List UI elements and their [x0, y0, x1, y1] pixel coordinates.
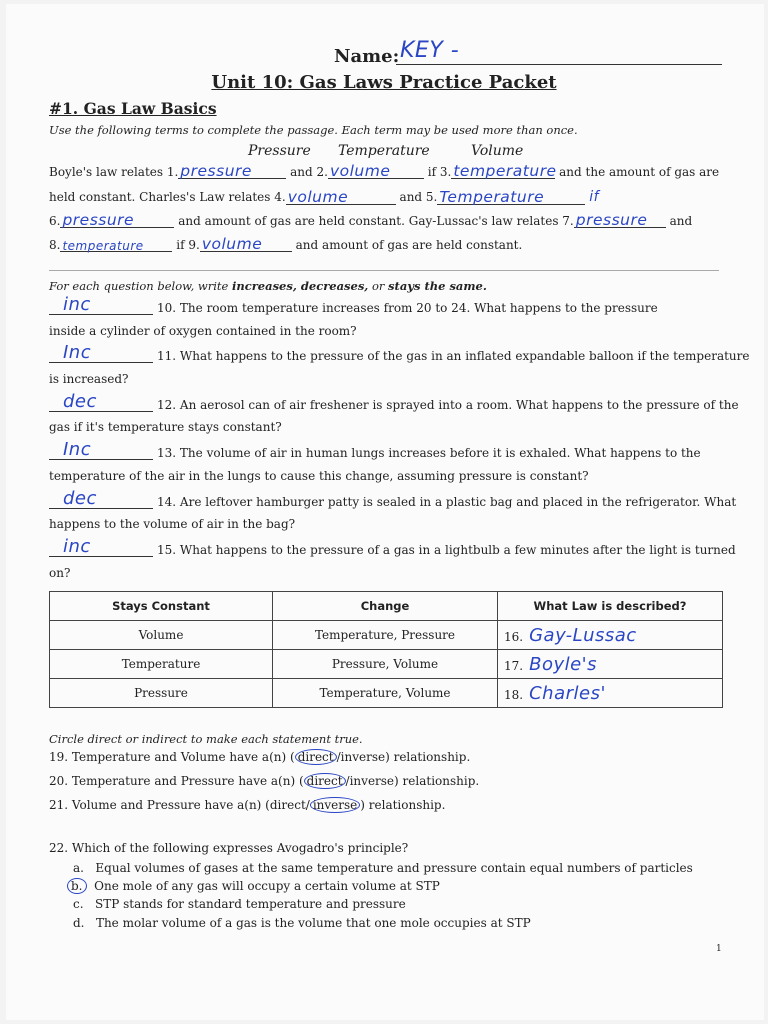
question-10-cont: inside a cylinder of oxygen contained in the room? — [49, 324, 357, 338]
answer-blank-14[interactable]: dec — [49, 493, 153, 509]
question-13: Inc 13. The volume of air in human lungs increases before it is exhaled. What happens to the — [49, 444, 701, 460]
blank-6[interactable]: pressure — [60, 213, 174, 228]
term-volume: Volume — [471, 143, 524, 159]
name-label: Name: — [334, 46, 400, 67]
blank-2[interactable]: volume — [328, 164, 424, 179]
passage-line-3: 6. pressure and amount of gas are held constant. Gay-Lussac's law relates 7. pressure and — [49, 211, 693, 229]
option-direct-circled[interactable]: direct — [304, 773, 346, 789]
cell-change: Pressure, Volume — [273, 650, 498, 679]
section-heading: #1. Gas Law Basics — [49, 99, 217, 118]
blank-1[interactable]: pressure — [178, 164, 286, 179]
header-law: What Law is described? — [498, 592, 723, 621]
blank-8[interactable]: temperature — [60, 237, 172, 252]
page-number: 1 — [716, 944, 722, 954]
cell-constant: Pressure — [50, 679, 273, 708]
passage-line-2: held constant. Charles's Law relates 4. volume and 5. Temperature if — [49, 188, 600, 206]
section2-instructions: For each question below, write increases, decreases, or stays the same. — [49, 279, 487, 293]
option-inverse[interactable]: inverse — [349, 774, 395, 788]
option-inverse[interactable]: inverse — [340, 750, 386, 764]
question-21: 21. Volume and Pressure have a(n) (direct/ inverse ) relationship. — [49, 798, 446, 812]
question-15-cont: on? — [49, 566, 71, 580]
option-d[interactable]: d. The molar volume of a gas is the volume that one mole occupies at STP — [73, 916, 531, 930]
blank-3[interactable]: temperature — [453, 162, 557, 180]
option-inverse-circled[interactable]: inverse — [310, 797, 360, 813]
cell-change: Temperature, Volume — [273, 679, 498, 708]
option-direct[interactable]: direct — [269, 798, 306, 812]
question-11-cont: is increased? — [49, 372, 129, 386]
question-12: dec 12. An aerosol can of air freshener is sprayed into a room. What happens to the pressure of the — [49, 396, 739, 412]
cell-constant: Temperature — [50, 650, 273, 679]
answer-blank-10[interactable]: inc — [49, 299, 153, 315]
handwritten-if: if — [589, 189, 600, 205]
cell-law[interactable]: 16. Gay-Lussac — [498, 621, 723, 650]
answer-blank-11[interactable]: Inc — [49, 347, 153, 363]
table-row — [50, 650, 723, 679]
question-11: Inc 11. What happens to the pressure of the gas in an inflated expandable balloon if the temperature — [49, 347, 749, 363]
question-22: 22. Which of the following expresses Avogadro's principle? — [49, 841, 409, 855]
cell-law[interactable]: 18. Charles' — [498, 679, 723, 708]
cell-law[interactable]: 17. Boyle's — [498, 650, 723, 679]
name-handwritten: KEY - — [400, 38, 460, 63]
table-row — [50, 679, 723, 708]
blank-5[interactable]: Temperature — [437, 190, 585, 205]
question-12-cont: gas if it's temperature stays constant? — [49, 420, 282, 434]
section-instructions: Use the following terms to complete the passage. Each term may be used more than once. — [49, 123, 578, 137]
page-title: Unit 10: Gas Laws Practice Packet — [211, 72, 557, 93]
term-pressure: Pressure — [248, 143, 311, 159]
blank-9[interactable]: volume — [200, 237, 292, 252]
option-b-selected[interactable]: b. One mole of any gas will occupy a certain volume at STP — [67, 879, 440, 893]
header-stays-constant: Stays Constant — [50, 592, 273, 621]
gas-law-table — [49, 591, 723, 708]
answer-blank-15[interactable]: inc — [49, 541, 153, 557]
question-19: 19. Temperature and Volume have a(n) ( direct /inverse) relationship. — [49, 750, 471, 764]
answer-blank-12[interactable]: dec — [49, 396, 153, 412]
cell-constant: Volume — [50, 621, 273, 650]
table-header-row — [50, 592, 723, 621]
term-temperature: Temperature — [338, 143, 430, 159]
question-14-cont: happens to the volume of air in the bag? — [49, 517, 296, 531]
blank-4[interactable]: volume — [286, 190, 396, 205]
header-change: Change — [273, 592, 498, 621]
answer-blank-13[interactable]: Inc — [49, 444, 153, 460]
section-divider — [49, 270, 719, 271]
name-field-line[interactable] — [396, 64, 722, 65]
option-direct-circled[interactable]: direct — [295, 749, 337, 765]
option-a[interactable]: a. Equal volumes of gases at the same temperature and pressure contain equal numbers of particles — [73, 861, 693, 875]
question-13-cont: temperature of the air in the lungs to cause this change, assuming pressure is constant? — [49, 469, 589, 483]
table-row — [50, 621, 723, 650]
question-15: inc 15. What happens to the pressure of a gas in a lightbulb a few minutes after the light is turned — [49, 541, 736, 557]
passage-line-4: 8. temperature if 9. volume and amount of gas are held constant. — [49, 235, 523, 253]
section3-instructions: Circle direct or indirect to make each statement true. — [49, 732, 363, 746]
blank-7[interactable]: pressure — [574, 213, 666, 228]
passage-line-1: Boyle's law relates 1. pressure and 2. volume if 3. temperature and the amount of gas are — [49, 162, 720, 180]
option-c[interactable]: c. STP stands for standard temperature and pressure — [73, 897, 406, 911]
question-20: 20. Temperature and Pressure have a(n) ( direct /inverse) relationship. — [49, 774, 480, 788]
question-10: inc 10. The room temperature increases from 20 to 24. What happens to the pressure — [49, 299, 658, 315]
cell-change: Temperature, Pressure — [273, 621, 498, 650]
question-14: dec 14. Are leftover hamburger patty is sealed in a plastic bag and placed in the refrigerator. What — [49, 493, 736, 509]
